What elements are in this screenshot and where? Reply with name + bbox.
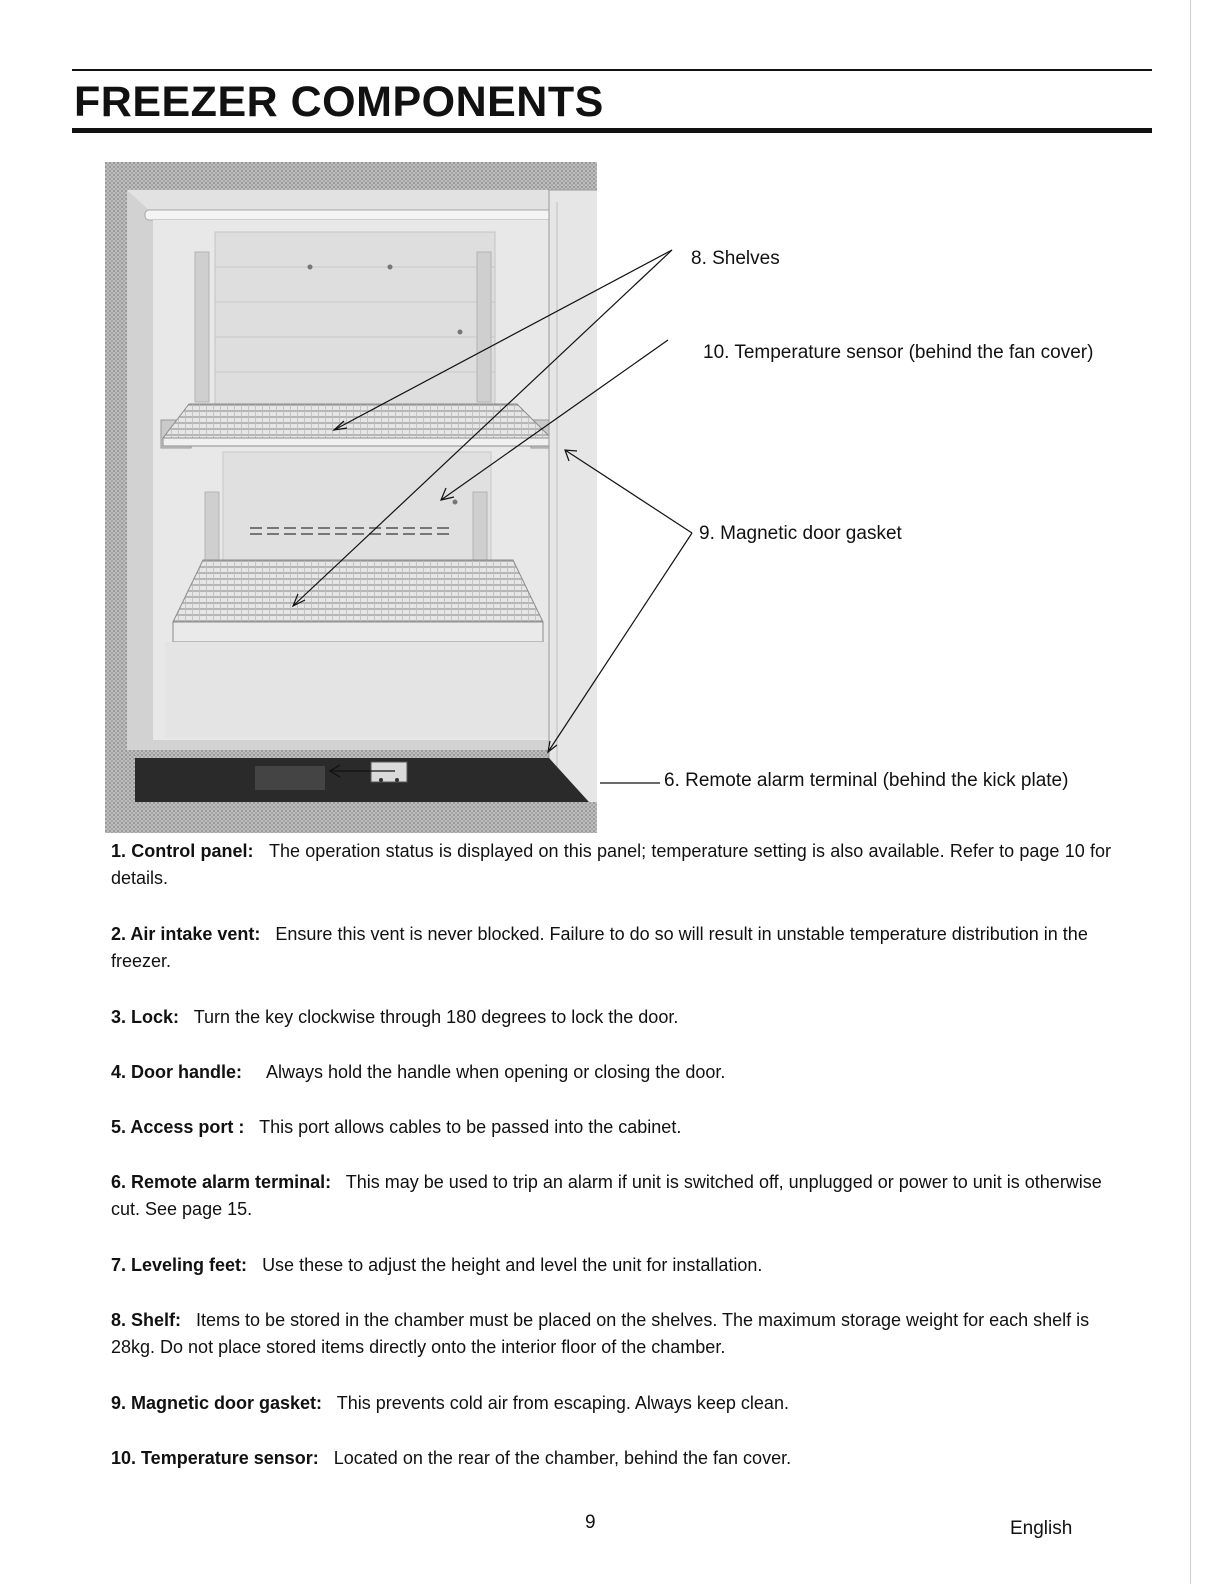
component-control-panel	[111, 838, 1111, 892]
component-lock	[111, 1004, 1111, 1031]
freezer-photo	[105, 162, 597, 833]
component-label: 8. Shelf:	[111, 1310, 182, 1330]
component-leveling-feet	[111, 1252, 1111, 1279]
component-text: Always hold the handle when opening or closing the door.	[266, 1062, 726, 1082]
component-text: The operation status is displayed on this panel; temperature setting is also available. Refer to page 10 for details.	[111, 841, 1111, 888]
component-shelf	[111, 1307, 1111, 1361]
component-label: 4. Door handle:	[111, 1062, 243, 1082]
component-text: This prevents cold air from escaping. Always keep clean.	[336, 1393, 789, 1413]
scan-edge-line	[1190, 0, 1191, 1584]
callout-shelves: 8. Shelves	[691, 248, 780, 269]
component-temperature-sensor	[111, 1445, 1111, 1472]
header-top-rule	[72, 69, 1152, 71]
callout-temperature-sensor: 10. Temperature sensor (behind the fan cover)	[703, 342, 1094, 363]
component-text: Use these to adjust the height and level the unit for installation.	[262, 1255, 763, 1275]
component-text: Located on the rear of the chamber, behind the fan cover.	[333, 1448, 792, 1468]
component-label: 1. Control panel:	[111, 841, 254, 861]
component-text: Items to be stored in the chamber must be placed on the shelves. The maximum storage weight for each shelf is 28kg. Do not place stored items directly onto the interior floor of the chamber.	[111, 1310, 1090, 1357]
component-text: This may be used to trip an alarm if unit is switched off, unplugged or power to unit is otherwise cut. See page 15.	[111, 1172, 1102, 1219]
component-label: 9. Magnetic door gasket:	[111, 1393, 323, 1413]
component-label: 5. Access port :	[111, 1117, 245, 1137]
component-label: 2. Air intake vent:	[111, 924, 261, 944]
component-label: 7. Leveling feet:	[111, 1255, 248, 1275]
component-text: Ensure this vent is never blocked. Failure to do so will result in unstable temperature distribution in the freezer.	[111, 924, 1088, 971]
component-air-intake-vent	[111, 921, 1111, 975]
component-remote-alarm-terminal	[111, 1169, 1111, 1223]
component-label: 3. Lock:	[111, 1007, 180, 1027]
page-title: FREEZER COMPONENTS	[74, 78, 604, 126]
component-label: 6. Remote alarm terminal:	[111, 1172, 332, 1192]
callout-remote-alarm: 6. Remote alarm terminal (behind the kick plate)	[664, 770, 1069, 791]
component-access-port	[111, 1114, 1111, 1141]
header-bottom-rule	[72, 128, 1152, 133]
component-label: 10. Temperature sensor:	[111, 1448, 319, 1468]
page-number: 9	[585, 1512, 596, 1533]
component-door-handle	[111, 1059, 1111, 1086]
page-language: English	[1010, 1518, 1073, 1539]
component-text: Turn the key clockwise through 180 degrees to lock the door.	[193, 1007, 679, 1027]
component-magnetic-door-gasket	[111, 1390, 1111, 1417]
callout-door-gasket: 9. Magnetic door gasket	[699, 523, 902, 544]
component-text: This port allows cables to be passed into the cabinet.	[259, 1117, 682, 1137]
